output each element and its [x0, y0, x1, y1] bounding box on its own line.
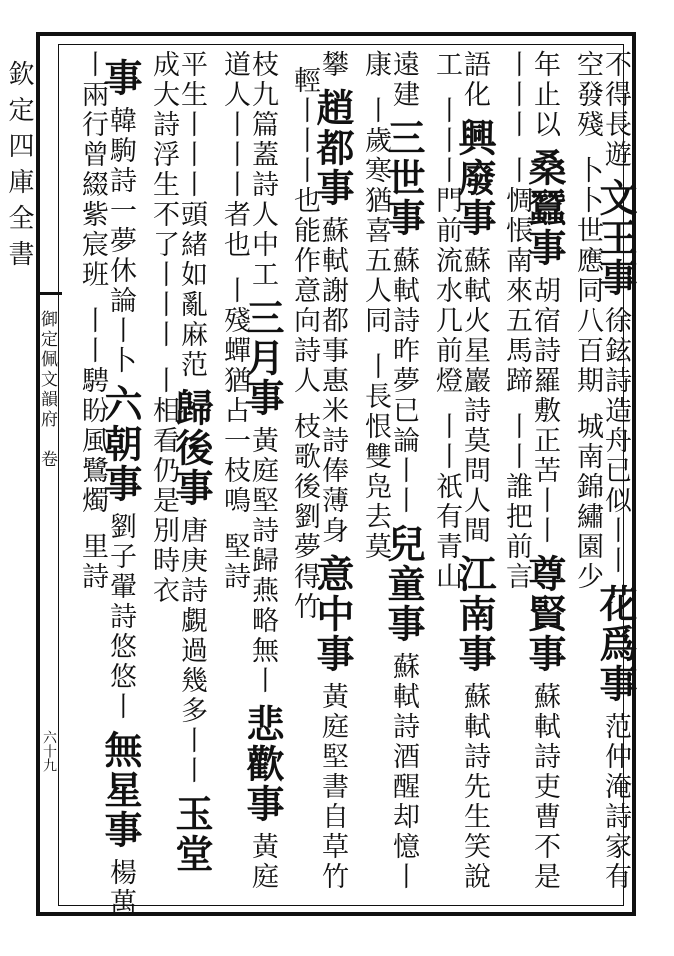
annotation-text: 丨長恨雙凫去莫	[360, 352, 391, 562]
annotation-text: 成大詩浮生不了丨丨丨	[148, 50, 179, 350]
entry-heading: 三月事	[240, 298, 285, 418]
annotation-text: 劉子翬詩悠悠丨	[105, 512, 136, 722]
annotation-text: 攀	[317, 50, 348, 80]
text-column	[73, 50, 111, 900]
annotation-text: 城南錦繡園少	[572, 412, 603, 592]
edge-page-number: 六十九	[41, 730, 57, 772]
text-column	[568, 50, 606, 900]
entry-heading: 興廢事	[452, 118, 497, 238]
edge-separator	[36, 292, 62, 295]
entry-heading: 無星事	[98, 730, 143, 850]
text-column	[285, 50, 323, 900]
annotation-text: 蘇軾火星巖詩莫問人間	[459, 246, 490, 546]
annotation-text: 蘇軾詩昨夢已論丨丨	[388, 246, 419, 516]
annotation-text: 道人丨丨丨者也	[219, 50, 250, 260]
text-column	[144, 50, 182, 900]
annotation-text: 丨丨丨	[501, 50, 532, 140]
annotation-text: 胡宿詩羅敷正苦丨丨	[529, 276, 560, 546]
annotation-text: 空發殘	[572, 50, 603, 140]
annotation-text: 丨惆悵南來五馬蹄	[501, 156, 532, 396]
annotation-text: 蘇軾謝都事惠米詩俸薄身	[317, 216, 348, 546]
annotation-text: 枝九篇蓋詩人中工	[247, 50, 278, 290]
annotation-text: 丨丨誰把前言	[501, 412, 532, 592]
annotation-text: 輕丨丨丨也能作意向詩人	[289, 66, 320, 396]
annotation-text: 黃庭堅詩歸燕略無丨	[247, 426, 278, 696]
annotation-text: 卜卜世應同八百期	[572, 156, 603, 396]
annotation-text: 丨丨丨門前流水几前燈	[431, 96, 462, 396]
annotation-text: 平生丨丨丨頭緒如亂麻范	[176, 50, 207, 380]
annotation-text: 唐庚詩覷過幾多丨丨	[176, 516, 207, 786]
edge-title: 欽定四庫全書	[4, 60, 34, 276]
annotation-text: 楊萬	[105, 858, 136, 918]
entry-heading: 玉堂	[169, 794, 214, 874]
entry-heading: 兒童事	[381, 524, 426, 644]
annotation-text: 里詩	[77, 532, 108, 592]
annotation-text: 黃庭堅書自草竹	[317, 682, 348, 892]
text-column	[215, 50, 253, 900]
annotation-text: 丨殘蟬猶占一枝鳴	[219, 276, 250, 516]
annotation-text: 丨丨祇有青山	[431, 412, 462, 592]
annotation-text: 康	[360, 50, 391, 80]
entry-heading: 花爲事	[593, 584, 638, 704]
entry-heading: 意中事	[310, 554, 355, 674]
entry-heading: 江南事	[452, 554, 497, 674]
annotation-text: 不得長遊	[600, 50, 631, 170]
entry-heading: 悲歡事	[240, 704, 285, 824]
annotation-text: 年止以	[529, 50, 560, 140]
annotation-text: 枝歌後劉夢得竹	[289, 412, 320, 622]
edge-subtitle: 御定佩文韻府	[37, 310, 57, 430]
annotation-text: 蘇軾詩先生笑說	[459, 682, 490, 892]
entry-heading: 趙都事	[310, 88, 355, 208]
annotation-text: 堅詩	[219, 532, 250, 592]
annotation-text: 丨丨騁盼風鷺燭	[77, 306, 108, 516]
annotation-text: 丨兩行曾綴紫宸班	[77, 50, 108, 290]
annotation-text: 蘇軾詩酒醒却憶丨	[388, 652, 419, 892]
annotation-text: 黃庭	[247, 832, 278, 892]
text-column	[356, 50, 394, 900]
entry-heading: 三世事	[381, 118, 426, 238]
entry-heading: 尊賢事	[522, 554, 567, 674]
annotation-text: 韓駒詩一夢休論丨卜	[105, 106, 136, 376]
annotation-text: 工	[431, 50, 462, 80]
edge-volume: 卷	[37, 450, 57, 470]
annotation-text: 丨歲寒猶喜五人同	[360, 96, 391, 336]
entry-heading: 桑蠶事	[522, 148, 567, 268]
entry-heading: 事	[98, 58, 143, 98]
annotation-text: 范仲淹詩家有	[600, 712, 631, 892]
annotation-text: 遠建	[388, 50, 419, 110]
entry-heading: 歸後事	[169, 388, 214, 508]
text-column	[497, 50, 535, 900]
annotation-text: 丨相看仍是別時衣	[148, 366, 179, 606]
annotation-text: 徐鉉詩造舟已似丨丨	[600, 306, 631, 576]
entry-heading: 六朝事	[98, 384, 143, 504]
annotation-text: 蘇軾詩吏曹不是	[529, 682, 560, 892]
entry-heading: 文王事	[593, 178, 638, 298]
annotation-text: 語化	[459, 50, 490, 110]
text-column	[427, 50, 465, 900]
